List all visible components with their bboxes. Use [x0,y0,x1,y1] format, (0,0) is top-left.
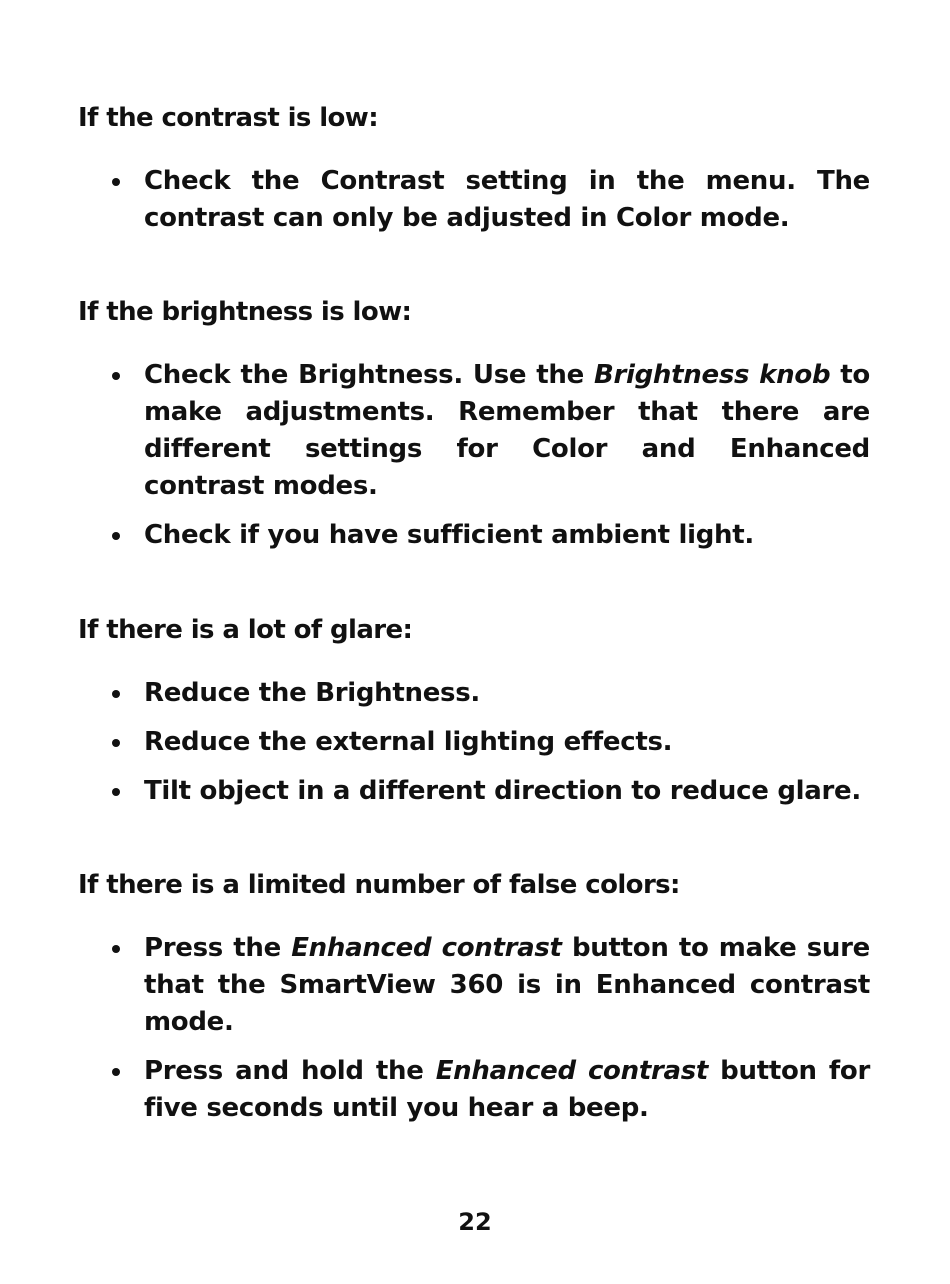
item-text: Check if you have sufficient ambient light. [144,520,754,550]
item-text: Tilt object in a different direction to reduce glare. [144,776,861,806]
list-item [78,517,870,554]
item-text-before: Press the [144,933,292,963]
bullet-list [78,930,870,1127]
bullet-icon [112,690,120,698]
bullet-list [78,163,870,237]
list-item [78,930,870,1041]
list-item [78,675,870,712]
item-text-after: button to make sure that the SmartView 360 is in Enhanced contrast mode. [144,933,870,1037]
item-text: Reduce the Brightness. [144,678,480,708]
item-text-before: Press and hold the [144,1056,436,1086]
list-item [78,357,870,505]
section-glare [78,613,870,822]
item-text-after: button for five seconds until you hear a beep. [144,1056,870,1123]
section-heading: If there is a lot of glare: [78,615,413,645]
section-heading: If there is a limited number of false colors: [78,870,680,900]
list-item [78,724,870,761]
section-heading: If the contrast is low: [78,103,379,133]
bullet-icon [112,532,120,540]
bullet-icon [112,1068,120,1076]
bullet-icon [112,178,120,186]
item-text: Check the Contrast setting in the menu. The contrast can only be adjusted in Color mode. [144,166,870,233]
section-contrast-low [78,101,870,249]
list-item [78,1053,870,1127]
item-text-after: to make adjustments. Remember that there are different settings for Color and Enhanced contrast modes. [144,360,870,501]
bullet-list [78,675,870,810]
item-emphasis: Brightness knob [593,360,831,390]
section-false-colors [78,868,870,1139]
bullet-icon [112,372,120,380]
item-emphasis: Enhanced contrast [435,1056,709,1086]
section-brightness-low [78,295,870,566]
list-item [78,163,870,237]
item-text: Reduce the external lighting effects. [144,727,673,757]
section-heading: If the brightness is low: [78,297,412,327]
item-text-before: Check the Brightness. Use the [144,360,594,390]
bullet-icon [112,945,120,953]
page-number: 22 [458,1208,492,1236]
bullet-icon [112,788,120,796]
bullet-list [78,357,870,554]
bullet-icon [112,739,120,747]
list-item [78,773,870,810]
item-emphasis: Enhanced contrast [291,933,562,963]
